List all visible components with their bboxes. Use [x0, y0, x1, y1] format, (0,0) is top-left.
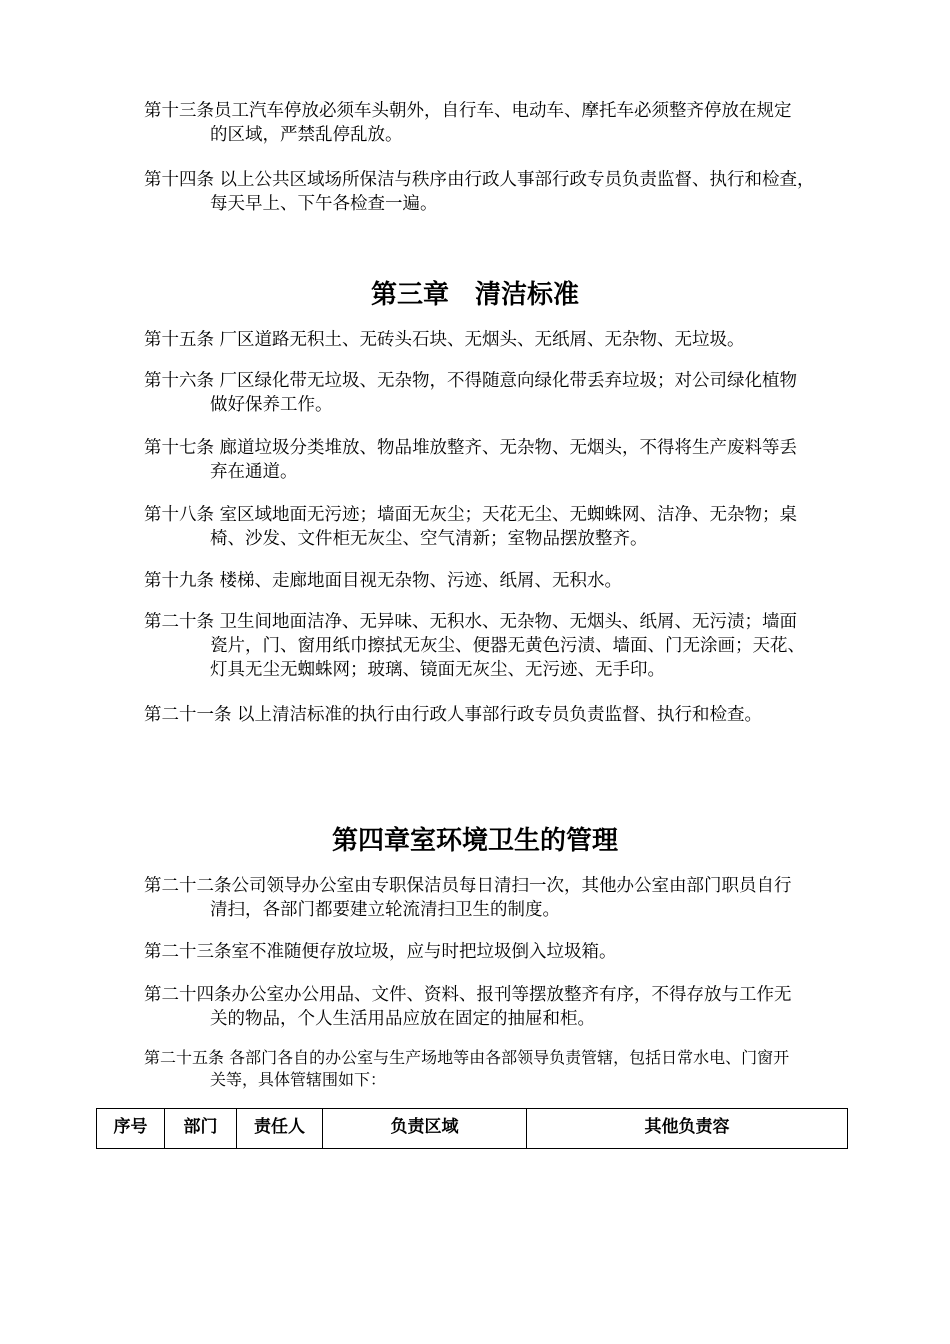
chapter-4-title: 第四章室环境卫生的管理: [331, 826, 618, 856]
article-23: 第二十三条室不准随便存放垃圾，应与时把垃圾倒入垃圾箱。: [144, 942, 617, 962]
article-21: 第二十一条 以上清洁标准的执行由行政人事部行政专员负责监督、执行和检查。: [144, 705, 763, 725]
header-index: 序号: [97, 1109, 165, 1149]
table-header-row: [97, 1109, 848, 1149]
article-13: 第十三条员工汽车停放必须车头朝外，自行车、电动车、摩托车必须整齐停放在规定 的区域，严禁乱停乱放。: [144, 101, 792, 145]
article-17: 第十七条 廊道垃圾分类堆放、物品堆放整齐、无杂物、无烟头，不得将生产废料等丢 弃在通道。: [144, 438, 798, 482]
article-19: 第十九条 楼梯、走廊地面目视无杂物、污迹、纸屑、无积水。: [144, 571, 623, 591]
header-department: 部门: [165, 1109, 237, 1149]
header-other-duties: 其他负责容: [527, 1109, 848, 1149]
article-18: 第十八条 室区域地面无污迹；墙面无灰尘；天花无尘、无蜘蛛网、洁净、无杂物；桌 椅、沙发、文件柜无灰尘、空气清新；室物品摆放整齐。: [144, 505, 798, 549]
article-14: 第十四条 以上公共区域场所保洁与秩序由行政人事部行政专员负责监督、执行和检查， 每天早上、下午各检查一遍。: [144, 170, 815, 214]
article-24: 第二十四条办公室办公用品、文件、资料、报刊等摆放整齐有序，不得存放与工作无 关的物品，个人生活用品应放在固定的抽屉和柜。: [144, 985, 792, 1029]
article-15: 第十五条 厂区道路无积土、无砖头石块、无烟头、无纸屑、无杂物、无垃圾。: [144, 330, 745, 350]
header-area: 负责区域: [323, 1109, 527, 1149]
chapter-3-title: 第三章 清洁标准: [370, 280, 579, 310]
article-22: 第二十二条公司领导办公室由专职保洁员每日清扫一次，其他办公室由部门职员自行 清扫，各部门都要建立轮流清扫卫生的制度。: [144, 876, 792, 920]
article-16: 第十六条 厂区绿化带无垃圾、无杂物，不得随意向绿化带丢弃垃圾；对公司绿化植物 做好保养工作。: [144, 371, 798, 415]
article-20: 第二十条 卫生间地面洁净、无异味、无积水、无杂物、无烟头、纸屑、无污渍；墙面 瓷片，门、窗用纸巾擦拭无灰尘、便器无黄色污渍、墙面、门无涂画；天花、 灯具无尘无蜘蛛网；玻璃、镜面无灰尘、无污迹、无手印。: [144, 612, 805, 680]
article-25: 第二十五条 各部门各自的办公室与生产场地等由各部领导负责管辖，包括日常水电、门窗开 关等，具体管辖围如下：: [144, 1048, 790, 1089]
responsibility-table: [96, 1108, 848, 1149]
header-person-in-charge: 责任人: [237, 1109, 323, 1149]
